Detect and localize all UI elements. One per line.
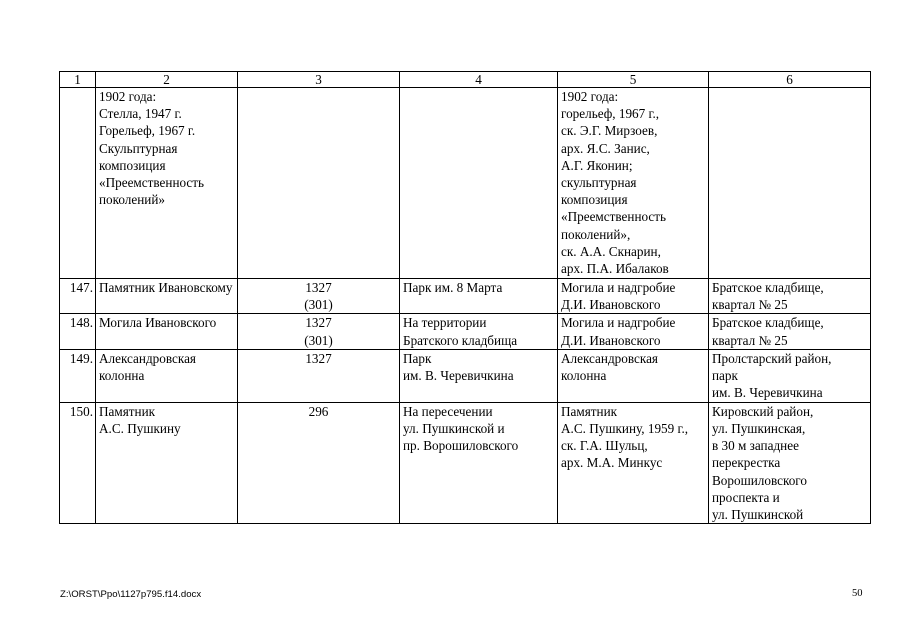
code-cell: 1327 (301) xyxy=(238,314,400,349)
description-cell: 1902 года: горельеф, 1967 г., ск. Э.Г. Мирзоев, арх. Я.С. Занис, А.Г. Яконин; скульптурная композиция «Преемственность поколений», ск. А.А. Скнарин, арх. П.А. Ибалаков xyxy=(558,88,709,279)
table-header-row xyxy=(60,72,871,88)
name-cell: Памятник А.С. Пушкину xyxy=(96,402,238,523)
row-number-cell xyxy=(60,88,96,279)
row-number-cell: 149. xyxy=(60,349,96,402)
address-cell: Кировский район, ул. Пушкинская, в 30 м западнее перекрестка Ворошиловского проспекта и ул. Пушкинской xyxy=(709,402,871,523)
row-number-cell: 148. xyxy=(60,314,96,349)
address-cell: Братское кладбище, квартал № 25 xyxy=(709,279,871,314)
description-cell: Памятник А.С. Пушкину, 1959 г., ск. Г.А. Шульц, арх. М.А. Минкус xyxy=(558,402,709,523)
header-cell: 5 xyxy=(558,72,709,88)
code-cell: 1327 (301) xyxy=(238,279,400,314)
address-cell xyxy=(709,88,871,279)
location-cell: На территории Братского кладбища xyxy=(400,314,558,349)
header-cell: 4 xyxy=(400,72,558,88)
name-cell: Александровская колонна xyxy=(96,349,238,402)
code-cell xyxy=(238,88,400,279)
header-cell: 2 xyxy=(96,72,238,88)
document-file-path: Z:\ORST\Ppo\1127p795.f14.docx xyxy=(60,589,202,600)
table-row xyxy=(60,314,871,349)
description-cell: Александровская колонна xyxy=(558,349,709,402)
table-row xyxy=(60,402,871,523)
monuments-table xyxy=(59,71,871,524)
row-number-cell: 147. xyxy=(60,279,96,314)
row-number-cell: 150. xyxy=(60,402,96,523)
header-cell: 3 xyxy=(238,72,400,88)
table-row xyxy=(60,279,871,314)
description-cell: Могила и надгробие Д.И. Ивановского xyxy=(558,314,709,349)
description-cell: Могила и надгробие Д.И. Ивановского xyxy=(558,279,709,314)
address-cell: Пролстарский район, парк им. В. Черевичкина xyxy=(709,349,871,402)
location-cell: Парк им. В. Черевичкина xyxy=(400,349,558,402)
code-cell: 296 xyxy=(238,402,400,523)
table-row xyxy=(60,349,871,402)
name-cell: Могила Ивановского xyxy=(96,314,238,349)
page-number: 50 xyxy=(852,588,863,599)
header-cell: 1 xyxy=(60,72,96,88)
location-cell xyxy=(400,88,558,279)
code-cell: 1327 xyxy=(238,349,400,402)
name-cell: Памятник Ивановскому xyxy=(96,279,238,314)
header-cell: 6 xyxy=(709,72,871,88)
location-cell: На пересечении ул. Пушкинской и пр. Ворошиловского xyxy=(400,402,558,523)
location-cell: Парк им. 8 Марта xyxy=(400,279,558,314)
table-row xyxy=(60,88,871,279)
name-cell: 1902 года: Стелла, 1947 г. Горельеф, 1967 г. Скульптурная композиция «Преемственность поколений» xyxy=(96,88,238,279)
address-cell: Братское кладбище, квартал № 25 xyxy=(709,314,871,349)
